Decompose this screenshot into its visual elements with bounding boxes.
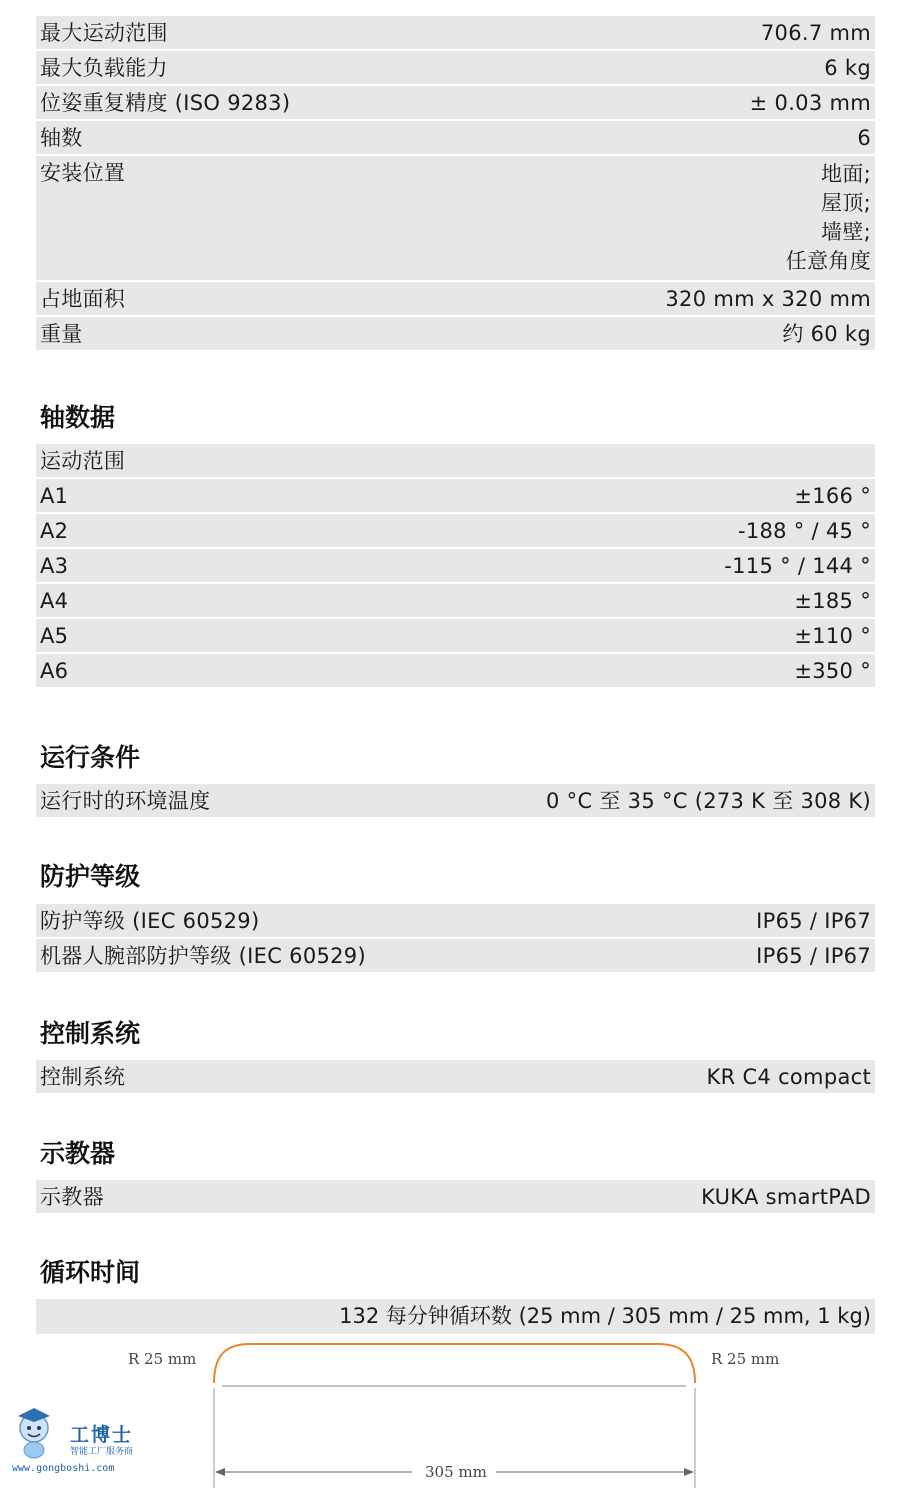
spec-value: 约 60 kg	[782, 322, 871, 346]
axis-value: ±185 °	[794, 589, 871, 613]
teach-label: 示教器	[40, 1185, 104, 1209]
teach-heading: 示教器	[40, 1139, 116, 1168]
spec-row-reach	[36, 16, 875, 51]
spec-label: 最大负载能力	[40, 56, 168, 80]
spec-value: 706.7 mm	[760, 21, 871, 45]
operating-label: 运行时的环境温度	[40, 789, 211, 813]
protection-label: 机器人腕部防护等级 (IEC 60529)	[40, 944, 366, 968]
control-value: KR C4 compact	[706, 1065, 871, 1089]
axis-row-a2	[36, 514, 875, 549]
mounting-values	[786, 160, 871, 276]
mounting-any-angle: 任意角度	[785, 249, 871, 273]
protection-heading: 防护等级	[40, 862, 141, 891]
watermark-subtitle: 智能工厂服务商	[70, 1447, 134, 1457]
operating-table	[36, 784, 875, 819]
protection-row-wrist	[36, 939, 875, 974]
watermark-name: 工博士	[70, 1424, 134, 1446]
arrow-right-icon	[684, 1468, 694, 1476]
control-label: 控制系统	[40, 1065, 126, 1089]
mounting-ceiling: 屋顶;	[821, 191, 871, 215]
axis-subheader	[36, 444, 875, 479]
axis-data-heading: 轴数据	[40, 403, 116, 432]
spec-row-weight	[36, 317, 875, 352]
axis-row-a3	[36, 549, 875, 584]
spec-label: 占地面积	[40, 287, 126, 311]
specs-table	[36, 16, 875, 352]
axis-value: ±350 °	[794, 659, 871, 683]
protection-row-robot	[36, 904, 875, 939]
axis-row-a5	[36, 619, 875, 654]
cycle-value: 132 每分钟循环数 (25 mm / 305 mm / 25 mm, 1 kg)	[339, 1304, 871, 1328]
axis-row-a4	[36, 584, 875, 619]
spec-value: ± 0.03 mm	[749, 91, 871, 115]
axis-row-a1	[36, 479, 875, 514]
operating-heading: 运行条件	[40, 743, 141, 772]
axis-value: -115 ° / 144 °	[724, 554, 871, 578]
spec-row-axes	[36, 121, 875, 156]
axis-value: ±166 °	[794, 484, 871, 508]
mascot-icon	[8, 1404, 68, 1464]
spec-row-footprint	[36, 282, 875, 317]
control-row	[36, 1060, 875, 1095]
mounting-wall: 墙壁;	[821, 220, 871, 244]
spec-row-repeatability	[36, 86, 875, 121]
axis-label: A4	[40, 589, 69, 613]
mounting-floor: 地面;	[821, 162, 871, 186]
cycle-row	[36, 1299, 875, 1334]
protection-value: IP65 / IP67	[756, 909, 871, 933]
radius-right-label: R 25 mm	[711, 1350, 780, 1368]
teach-row	[36, 1180, 875, 1215]
width-dimension-label: 305 mm	[425, 1463, 487, 1481]
axis-label: A3	[40, 554, 69, 578]
watermark-logo	[8, 1404, 148, 1480]
spec-row-mounting	[36, 156, 875, 282]
operating-value: 0 °C 至 35 °C (273 K 至 308 K)	[546, 789, 871, 813]
spec-label: 重量	[40, 322, 83, 346]
watermark-url: www.gongboshi.com	[12, 1463, 115, 1474]
spec-label: 安装位置	[40, 161, 126, 185]
cycle-heading: 循环时间	[40, 1258, 141, 1287]
axis-value: ±110 °	[794, 624, 871, 648]
axis-row-a6	[36, 654, 875, 689]
spec-value: 6 kg	[824, 56, 871, 80]
protection-value: IP65 / IP67	[756, 944, 871, 968]
arrow-left-icon	[215, 1468, 225, 1476]
axis-table	[36, 444, 875, 689]
axis-label: A6	[40, 659, 69, 683]
axis-label: A2	[40, 519, 69, 543]
axis-value: -188 ° / 45 °	[737, 519, 871, 543]
cycle-path	[214, 1344, 695, 1383]
radius-left-label: R 25 mm	[128, 1350, 197, 1368]
spec-label: 轴数	[40, 126, 83, 150]
control-table	[36, 1060, 875, 1095]
spec-row-payload	[36, 51, 875, 86]
axis-label: A1	[40, 484, 69, 508]
teach-table	[36, 1180, 875, 1215]
spec-label: 最大运动范围	[40, 21, 168, 45]
protection-table	[36, 904, 875, 974]
control-heading: 控制系统	[40, 1019, 141, 1048]
axis-label: A5	[40, 624, 69, 648]
protection-label: 防护等级 (IEC 60529)	[40, 909, 260, 933]
spec-value: 320 mm x 320 mm	[665, 287, 871, 311]
spec-label: 位姿重复精度 (ISO 9283)	[40, 91, 291, 115]
spec-value: 6	[857, 126, 871, 150]
teach-value: KUKA smartPAD	[701, 1185, 871, 1209]
axis-subheader-label: 运动范围	[40, 449, 126, 473]
operating-row-temperature	[36, 784, 875, 819]
